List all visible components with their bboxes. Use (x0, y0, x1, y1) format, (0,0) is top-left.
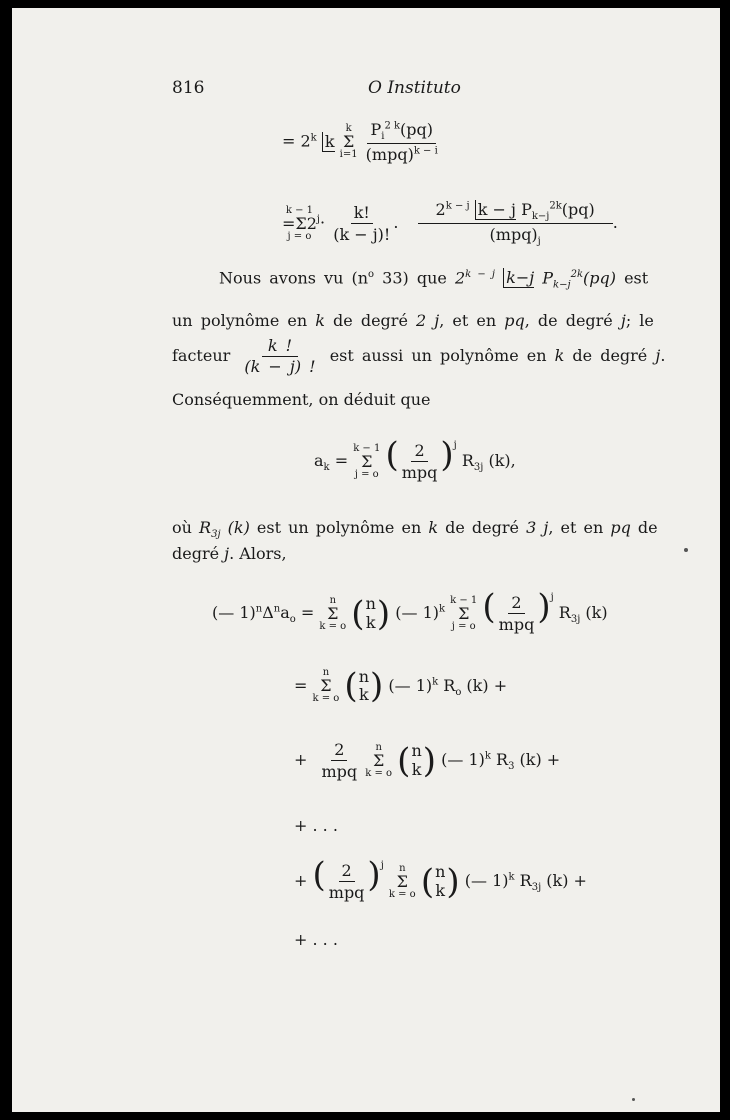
eq1-numerator: $P_i^{2 k}(pq)$ (367, 120, 436, 144)
equation-3: $a_k$ = k − 1 Σ j = o ( $\frac{2}{\text{mpq}}$ )$^j$ $R_{3j}$ (k), (314, 435, 516, 482)
running-title: O Instituto (368, 78, 461, 98)
para2-line2: degré j. Alors, (172, 544, 287, 563)
page-number: 816 (172, 78, 205, 98)
page (12, 8, 720, 1112)
eq1-factorial: k (322, 132, 335, 152)
para1-line4: Conséquemment, on déduit que (172, 390, 431, 409)
equation-8: + ( $\frac{2}{\text{mpq}}$ )$^j$ n Σ k = o ( n k ) (— 1)$^k$ $R_{3j}$ (k) + (294, 855, 587, 902)
eq1-sup: k (310, 132, 317, 144)
eq3-sum: k − 1 Σ j = o (353, 442, 381, 480)
equation-2: k − 1 =Σ2 j = o $^j$· $\frac{k!}{(k - j)!}$ . $\frac{2^{k - j} k - j P_{k-j}^{2k}(pq)}{(mpq)_j}$ . (282, 200, 618, 248)
scan-speck (632, 1098, 635, 1101)
equation-6: + $\frac{2}{\text{mpq}}$ n Σ k = o ( n k ) (— 1)$^k$ $R_3$ (k) + (294, 740, 561, 781)
eq1-sum (340, 124, 358, 160)
equation-5: = n Σ k = o ( n k ) (— 1)$^k$ $R_o$ (k) + (294, 666, 508, 707)
equation-1 (282, 120, 441, 164)
eq4-binomial: ( n k ) (351, 593, 391, 634)
k-factorial-fraction: $\frac{k !}{(k - j) !}$ (244, 336, 316, 376)
eq1-sigma: Σ (342, 132, 355, 152)
eq1-fraction (363, 120, 441, 164)
eq1-lhs: = 2 (282, 131, 311, 151)
eq2-fraction-1: $\frac{k!}{(k - j)!}$ (333, 203, 391, 245)
equation-9-ellipsis: + . . . (294, 930, 338, 949)
eq1-sum-top: k (345, 123, 352, 135)
para2-line1: où $R_{3j}$ (k) est un polynôme en k de degré 3 j, et en pq de (172, 518, 658, 541)
eq1-denominator: (mpq)$^{k - i}$ (365, 145, 438, 165)
eq1-sum-bottom: i=1 (339, 149, 358, 161)
equation-7-ellipsis: + . . . (294, 816, 338, 835)
para1-line3: facteur $\frac{k !}{(k - j) !}$ est aussi un polynôme en k de degré j. (172, 336, 666, 376)
para1-line2: un polynôme en k de degré 2 j, et en pq, de degré j; le (172, 311, 654, 330)
scan-speck (684, 548, 688, 552)
eq2-fraction-2: $\frac{2^{k - j} k - j P_{k-j}^{2k}(pq)}{(mpq)_j}$ (418, 200, 613, 247)
equation-4: (— $1)^n\Delta^na_o$ = n Σ k = o ( n k ) (— 1)$^k$ k − 1 Σ j = o ( $\frac{2}{\text{mpq}}$ )$^j$ $R_{3j}$ (k) (212, 587, 608, 634)
eq2-sum: k − 1 =Σ2 j = o (282, 204, 317, 242)
para1-line1: Nous avons vu ($n^o$ 33) que $2^{k - j}$ k−j $P_{k-j}^{2k}(pq)$ est (219, 268, 649, 291)
